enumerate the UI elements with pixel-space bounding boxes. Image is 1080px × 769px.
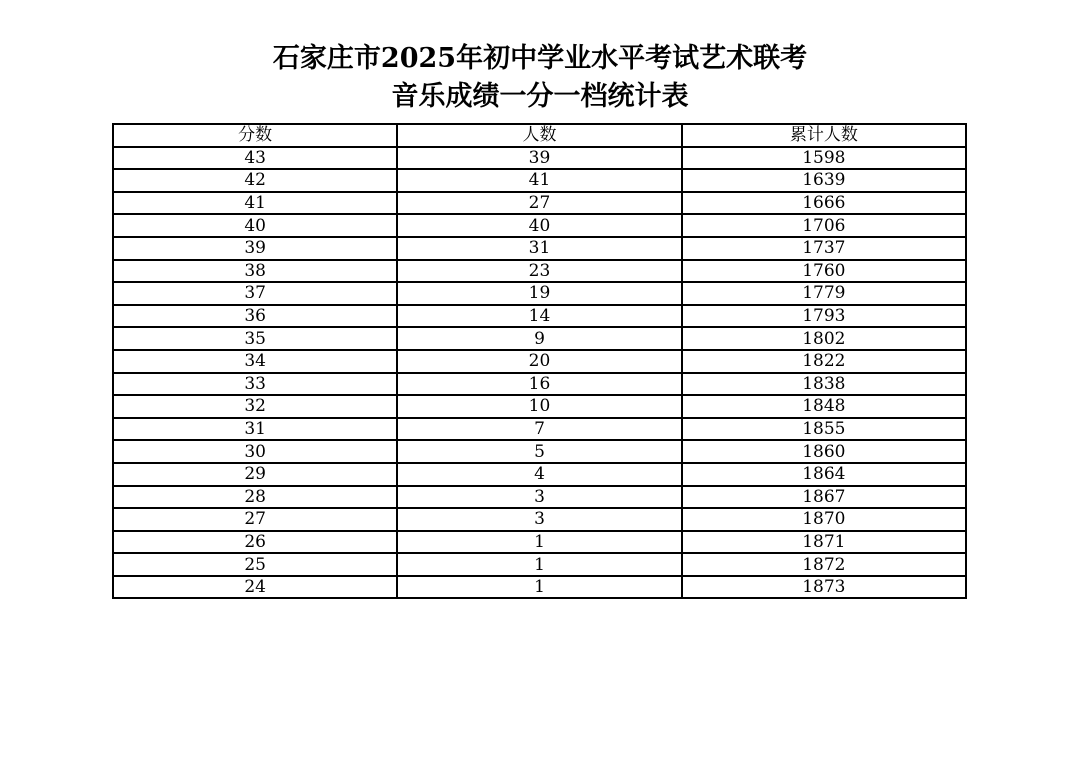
- table-row: [113, 531, 966, 554]
- count-cell: 1: [397, 553, 681, 576]
- cumulative-count-cell: 1860: [682, 440, 966, 463]
- column-header-score: 分数: [113, 124, 397, 147]
- cumulative-count-cell: 1873: [682, 576, 966, 599]
- count-cell: 7: [397, 418, 681, 441]
- count-cell: 1: [397, 531, 681, 554]
- table-row: [113, 486, 966, 509]
- cumulative-count-cell: 1779: [682, 282, 966, 305]
- table-row: [113, 440, 966, 463]
- count-cell: 41: [397, 169, 681, 192]
- count-cell: 1: [397, 576, 681, 599]
- table-row: [113, 576, 966, 599]
- score-cell: 27: [113, 508, 397, 531]
- score-cell: 41: [113, 192, 397, 215]
- cumulative-count-cell: 1848: [682, 395, 966, 418]
- cumulative-count-cell: 1737: [682, 237, 966, 260]
- table-row: [113, 553, 966, 576]
- column-header-count: 人数: [397, 124, 681, 147]
- document-title-line-2: 音乐成绩一分一档统计表: [391, 81, 689, 112]
- count-cell: 39: [397, 147, 681, 170]
- table-row: [113, 350, 966, 373]
- score-cell: 33: [113, 373, 397, 396]
- cumulative-count-cell: 1639: [682, 169, 966, 192]
- score-cell: 26: [113, 531, 397, 554]
- count-cell: 3: [397, 508, 681, 531]
- cumulative-count-cell: 1855: [682, 418, 966, 441]
- cumulative-count-cell: 1802: [682, 327, 966, 350]
- score-cell: 37: [113, 282, 397, 305]
- count-cell: 27: [397, 192, 681, 215]
- table-row: [113, 508, 966, 531]
- table-row: [113, 463, 966, 486]
- score-cell: 38: [113, 260, 397, 283]
- score-cell: 25: [113, 553, 397, 576]
- cumulative-count-cell: 1598: [682, 147, 966, 170]
- column-header-cumulative: 累计人数: [682, 124, 966, 147]
- cumulative-count-cell: 1870: [682, 508, 966, 531]
- table-row: [113, 169, 966, 192]
- score-distribution-table: [112, 123, 967, 599]
- cumulative-count-cell: 1871: [682, 531, 966, 554]
- cumulative-count-cell: 1760: [682, 260, 966, 283]
- cumulative-count-cell: 1864: [682, 463, 966, 486]
- header-row: [113, 124, 966, 147]
- count-cell: 19: [397, 282, 681, 305]
- cumulative-count-cell: 1838: [682, 373, 966, 396]
- document-title-line-1: 石家庄市2025年初中学业水平考试艺术联考: [272, 43, 808, 74]
- count-cell: 5: [397, 440, 681, 463]
- table-row: [113, 214, 966, 237]
- score-cell: 24: [113, 576, 397, 599]
- count-cell: 40: [397, 214, 681, 237]
- score-cell: 43: [113, 147, 397, 170]
- table-row: [113, 147, 966, 170]
- count-cell: 14: [397, 305, 681, 328]
- table-row: [113, 305, 966, 328]
- score-cell: 42: [113, 169, 397, 192]
- table-row: [113, 418, 966, 441]
- cumulative-count-cell: 1793: [682, 305, 966, 328]
- table-row: [113, 327, 966, 350]
- score-cell: 32: [113, 395, 397, 418]
- count-cell: 20: [397, 350, 681, 373]
- score-cell: 34: [113, 350, 397, 373]
- cumulative-count-cell: 1822: [682, 350, 966, 373]
- score-cell: 31: [113, 418, 397, 441]
- count-cell: 4: [397, 463, 681, 486]
- score-cell: 39: [113, 237, 397, 260]
- table-row: [113, 373, 966, 396]
- cumulative-count-cell: 1666: [682, 192, 966, 215]
- table-row: [113, 237, 966, 260]
- score-cell: 36: [113, 305, 397, 328]
- table-body: [113, 147, 966, 599]
- table-row: [113, 282, 966, 305]
- cumulative-count-cell: 1706: [682, 214, 966, 237]
- count-cell: 16: [397, 373, 681, 396]
- count-cell: 10: [397, 395, 681, 418]
- table-header: [113, 124, 966, 147]
- score-cell: 30: [113, 440, 397, 463]
- count-cell: 31: [397, 237, 681, 260]
- cumulative-count-cell: 1872: [682, 553, 966, 576]
- score-cell: 29: [113, 463, 397, 486]
- table-row: [113, 395, 966, 418]
- count-cell: 3: [397, 486, 681, 509]
- score-cell: 35: [113, 327, 397, 350]
- score-cell: 40: [113, 214, 397, 237]
- cumulative-count-cell: 1867: [682, 486, 966, 509]
- table-row: [113, 260, 966, 283]
- count-cell: 23: [397, 260, 681, 283]
- score-cell: 28: [113, 486, 397, 509]
- table-row: [113, 192, 966, 215]
- count-cell: 9: [397, 327, 681, 350]
